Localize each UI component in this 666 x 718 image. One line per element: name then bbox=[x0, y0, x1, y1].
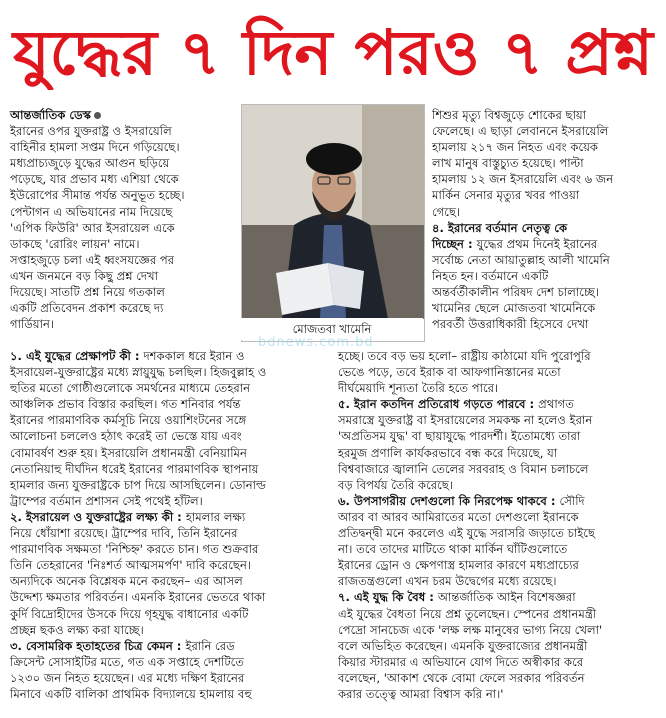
article-line: বিশ্ববাজারে জ্বালানি তেলের সরবরাহ ও বিমান চলাচলে bbox=[338, 461, 589, 476]
article-line: হরমুজ প্রণালি কার্যকরভাবে বন্ধ করে দিয়েছে, যা bbox=[338, 445, 558, 460]
article-line: পরবর্তী উত্তরাধিকারী হিসেবে দেখা bbox=[432, 317, 589, 332]
article-line: মার্কিন সেনার মৃত্যুর খবর পাওয়া bbox=[432, 188, 580, 203]
article-line: হামলার জন্য যুক্তরাষ্ট্রকে চাপ দিয়ে আসছিলেন। ডোনাল্ড bbox=[10, 477, 266, 492]
article-line: লাখ মানুষ বাস্তুচ্যুত হয়েছে। পাল্টা bbox=[432, 156, 584, 171]
article-line: হুতির মতো গোষ্ঠীগুলোকে সমর্থনের মাধ্যমে তেহরান bbox=[10, 381, 251, 396]
article-line: নেতানিয়াহু দীর্ঘদিন ধরেই ইরানের পারমাণবিক স্থাপনায় bbox=[10, 461, 259, 476]
article-line: একটি প্রতিবেদন প্রকাশ করেছে দ্য bbox=[10, 301, 164, 316]
article-line: অন্তর্বর্তীকালীন পরিষদ দেশ চালাচ্ছে। bbox=[432, 285, 600, 300]
headline-text: যুদ্ধের ৭ দিন পরও ৭ প্রশ্ন bbox=[13, 16, 637, 89]
photo-caption: মোজতবা খামেনি bbox=[241, 318, 423, 340]
article-line: ফেলেছে। এ ছাড়া লেবাননে ইসরায়েলি bbox=[432, 124, 609, 139]
headline bbox=[6, 4, 660, 90]
article-line: গার্ডিয়ান। bbox=[10, 317, 55, 332]
desk-label: আন্তর্জাতিক ডেস্ক bbox=[10, 107, 236, 123]
article-line: ক্রিসেন্ট সোসাইটির মতে, গত এক সপ্তাহে দেশটিতে bbox=[10, 654, 245, 669]
article-line: কুর্দি বিদ্রোহীদের উসকে দিয়ে গৃহযুদ্ধ বাধানোর একটি bbox=[10, 606, 249, 621]
article-line: অন্যদিকে অনেক বিশ্লেষক মনে করছেন– এর আসল bbox=[10, 574, 243, 589]
article-line: ৫. ইরান কতদিন প্রতিরোধ গড়তে পারবে : প্রথাগত bbox=[338, 397, 574, 412]
article-line: রাজতন্ত্রগুলো এখন চরম উদ্বেগের মধ্যে রয়েছে। bbox=[338, 574, 557, 589]
article-line: পেদ্রো সানচেজ একে 'লক্ষ লক্ষ মানুষের ভাগ্য নিয়ে খেলা' bbox=[338, 622, 603, 637]
article-line: ট্রাম্পের বর্তমান প্রশাসন সেই পথেই হাঁটল। bbox=[10, 493, 203, 508]
article-line: ইরানের পারমাণবিক কর্মসূচি নিয়ে ওয়াশিংটনের সঙ্গে bbox=[10, 413, 247, 428]
article-line: দিচ্ছেন : যুদ্ধের প্রথম দিনেই ইরানের bbox=[432, 236, 598, 251]
article-line: তিনি তেহরানের 'নিঃশর্ত আত্মসমর্পণ' দাবি করেছেন। bbox=[10, 558, 252, 573]
article-line: ইউরোপের সীমান্ত পর্যন্ত অনুভূত হচ্ছে। bbox=[10, 188, 185, 203]
article-line: হামলায় ২১৭ জন নিহত এবং কয়েক bbox=[432, 140, 599, 155]
bullet-icon bbox=[94, 112, 101, 119]
article-line: ৭. এই যুদ্ধ কি বৈধ : আন্তর্জাতিক আইন বিশেষজ্ঞরা bbox=[338, 590, 576, 605]
watermark: bdnews.com.bd bbox=[258, 335, 374, 350]
article-line: আঞ্চলিক প্রভাব বিস্তার করছিল। গত শনিবার পর্যন্ত bbox=[10, 397, 241, 412]
article-line: গেছে। bbox=[432, 204, 461, 219]
article-column-right-top bbox=[432, 107, 656, 332]
article-column-left-bottom bbox=[10, 348, 330, 702]
article-line: শিশুর মৃত্যু বিশ্বজুড়ে শোকের ছায়া bbox=[432, 108, 587, 122]
article-line: হচ্ছে। তবে বড় ভয় হলো– রাষ্ট্রীয় কাঠামো যদি পুরোপুরি bbox=[338, 349, 591, 363]
article-line: এখন জনমনে বড় কিছু প্রশ্ন দেখা bbox=[10, 268, 158, 283]
article-line: প্রতিদ্বন্দ্বী মনে করলেও এই যুদ্ধে সরাসরি জড়াতে চাইছে bbox=[338, 526, 595, 541]
article-line: নিয়ে ধোঁয়াশা রয়েছে। ট্রাম্পের দাবি, তিনি ইরানের bbox=[10, 526, 238, 541]
article-line: 'অপ্রতিসম যুদ্ধ' বা ছায়াযুদ্ধে পারদর্শী। ইতোমধ্যে তারা bbox=[338, 429, 581, 444]
article-line: ইরানের ওপর যুক্তরাষ্ট্র ও ইসরায়েলি bbox=[10, 124, 172, 139]
article-line: উদ্দেশ্য ক্ষমতার পরিবর্তন। এমনকি ইরানের ভেতরে থাকা bbox=[10, 590, 266, 605]
article-line: আরব বা আরব আমিরাতের মতো দেশগুলো ইরানকে bbox=[338, 509, 579, 524]
article-line: পড়েছে, যার প্রভাব মধ্য এশিয়া থেকে bbox=[10, 172, 179, 187]
article-line: নিহত হন। বর্তমানে একটি bbox=[432, 268, 549, 283]
article-line: মিনাবে একটি বালিকা প্রাথমিক বিদ্যালয়ে হামলায় বহু bbox=[10, 686, 252, 701]
article-line: করার তত্ত্বে আমরা বিশ্বাস করি না।' bbox=[338, 686, 504, 701]
article-line: দীর্ঘমেয়াদি শূন্যতা তৈরি হতে পারে। bbox=[338, 381, 499, 396]
photo-mojtaba-khamenei bbox=[241, 104, 425, 342]
article-line: খামেনির ছেলে মোজতবা খামেনিকে bbox=[432, 301, 596, 316]
article-line: ১২৩০ জন নিহত হয়েছেন। এর মধ্যে দক্ষিণ ইরানের bbox=[10, 670, 245, 685]
article-line: ভেঙে পড়ে, তবে ইরাক বা আফগানিস্তানের মতো bbox=[338, 365, 561, 380]
article-line: ৩. বেসামরিক হতাহতের চিত্র কেমন : ইরানি রেড bbox=[10, 638, 235, 653]
article-line: মধ্যপ্রাচ্যজুড়ে যুদ্ধের আগুন ছড়িয়ে bbox=[10, 156, 170, 171]
article-line: বড় বিপর্যয় তৈরি করেছে। bbox=[338, 477, 453, 492]
article-line: ৪. ইরানের বর্তমান নেতৃত্ব কে bbox=[432, 220, 568, 235]
article-line: সমরাস্ত্রে যুক্তরাষ্ট্র বা ইসরায়েলের সমকক্ষ না হলেও ইরান bbox=[338, 413, 593, 428]
article-line: এই যুদ্ধের বৈধতা নিয়ে প্রশ্ন তুলেছেন। স্পেনের প্রধানমন্ত্রী bbox=[338, 606, 597, 621]
article-line: কিয়ার স্টারমার এ অভিযানে যোগ দিতে অস্বীকার করে bbox=[338, 654, 584, 669]
article-line: প্রচ্ছন্ন ছকও লক্ষ্য করা যাচ্ছে। bbox=[10, 622, 144, 637]
article-line: পেন্টাগন এ অভিযানের নাম দিয়েছে bbox=[10, 204, 173, 219]
article-line: ২. ইসরায়েল ও যুক্তরাষ্ট্রের লক্ষ্য কী : হামলার লক্ষ্য bbox=[10, 509, 246, 524]
article-line: সর্বোচ্চ নেতা আয়াতুল্লাহ আলী খামেনি bbox=[432, 252, 610, 267]
article-line: বোমাবর্ষণ শুরু হয়। ইসরায়েলি প্রধানমন্ত্রী বেনিয়ামিন bbox=[10, 445, 247, 460]
article-line: ৬. উপসাগরীয় দেশগুলো কি নিরপেক্ষ থাকবে : সৌদি bbox=[338, 493, 585, 508]
article-line: পারমাণবিক সক্ষমতা 'নিশ্চিহ্ন' করতে চান। গত শুক্রবার bbox=[10, 542, 259, 557]
article-line: দিয়েছে। সাতটি প্রশ্ন নিয়ে গতকাল bbox=[10, 285, 165, 300]
article-line: না। তবে তাদের মাটিতে থাকা মার্কিন ঘাঁটিগুলোতে bbox=[338, 542, 568, 557]
article-line: বলেছেন, 'আকাশ থেকে বোমা ফেলে সরকার পরিবর্তন bbox=[338, 670, 585, 685]
article-line: আলোচনা চললেও হঠাৎ করেই তা ভেস্তে যায় এবং bbox=[10, 429, 242, 444]
article-line: বাহিনীর হামলা সপ্তম দিনে গড়িয়েছে। bbox=[10, 140, 180, 155]
article-line: ডাকছে 'রোরিং লায়ন' নামে। bbox=[10, 236, 140, 251]
article-column-right-bottom bbox=[338, 348, 658, 702]
article-line: 'এপিক ফিউরি' আর ইসরায়েল একে bbox=[10, 220, 175, 235]
article-line: সপ্তাহজুড়ে চলা এই ধ্বংসযজ্ঞের পর bbox=[10, 252, 175, 267]
article-line: হামলায় ১২ জন ইসরায়েলি এবং ৬ জন bbox=[432, 172, 614, 187]
article-line: বলে অভিহিত করেছেন। এমনকি যুক্তরাজ্যের প্রধানমন্ত্রী bbox=[338, 638, 588, 653]
article-line: ইরানের ড্রোন ও ক্ষেপণাস্ত্র হামলার কারণে মধ্যপ্রাচ্যের bbox=[338, 558, 579, 573]
article-line: ইসরায়েল-যুক্তরাষ্ট্রের মধ্যে স্নায়ুযুদ্ধ চলছিল। হিজবুল্লাহ ও bbox=[10, 365, 267, 380]
article-column-left-top bbox=[10, 107, 236, 332]
article-line: ১. এই যুদ্ধের প্রেক্ষাপট কী : দশককাল ধরে ইরান ও bbox=[10, 349, 245, 363]
